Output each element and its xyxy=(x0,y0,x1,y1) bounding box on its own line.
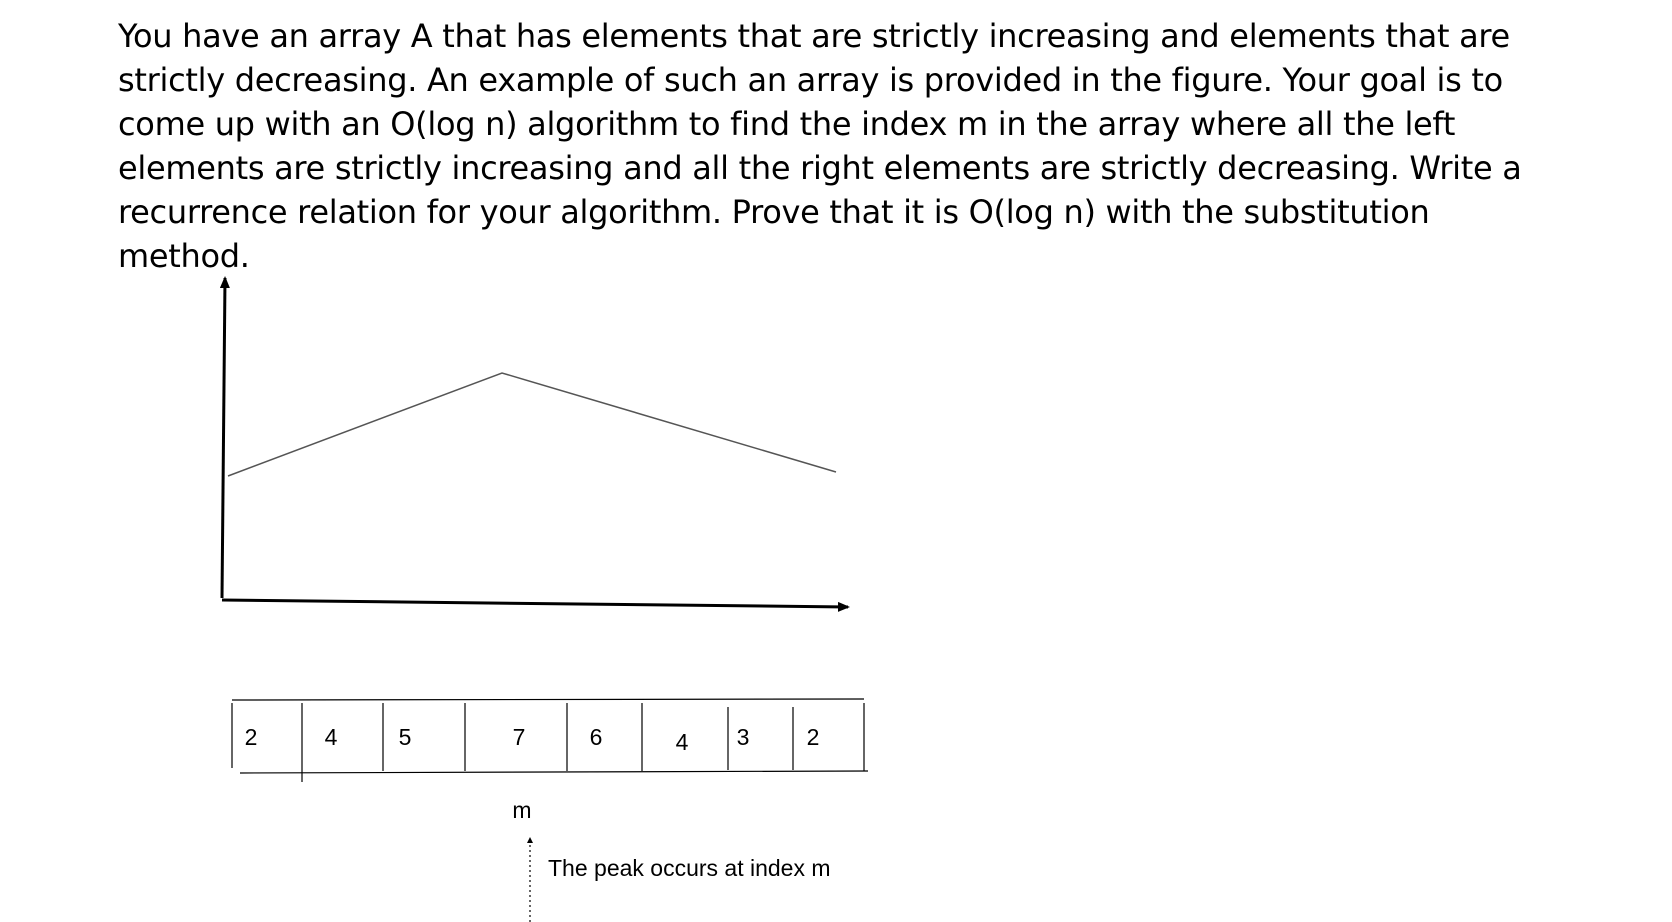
array-cell-value: 3 xyxy=(736,724,750,750)
array-cell-value: 5 xyxy=(398,724,412,750)
array-top-border xyxy=(232,699,864,700)
y-axis xyxy=(222,278,225,598)
array-bottom-border xyxy=(240,771,868,773)
array-cell-value: 6 xyxy=(589,724,603,750)
array-cell-value: 4 xyxy=(675,729,689,755)
array-cell-value: 7 xyxy=(512,724,526,750)
x-axis xyxy=(222,600,848,607)
index-m-label: m xyxy=(512,797,532,823)
array-cell-value: 2 xyxy=(244,724,258,750)
problem-statement: You have an array A that has elements that are strictly increasing and elements that are strictly decreasing. An example of such an array is provided in the figure. Your goal is to come up with an O(log n) algorithm to find the index m in the array where all the left elements are strictly increasing and all the right elements are strictly decreasing. Write a recurrence relation for your algorithm. Prove that it is O(log n) with the substitution method. xyxy=(118,17,1522,275)
array-cell-value: 2 xyxy=(806,724,820,750)
peak-caption: The peak occurs at index m xyxy=(548,855,831,881)
array-cell-value: 4 xyxy=(324,724,338,750)
peak-curve xyxy=(228,373,836,476)
